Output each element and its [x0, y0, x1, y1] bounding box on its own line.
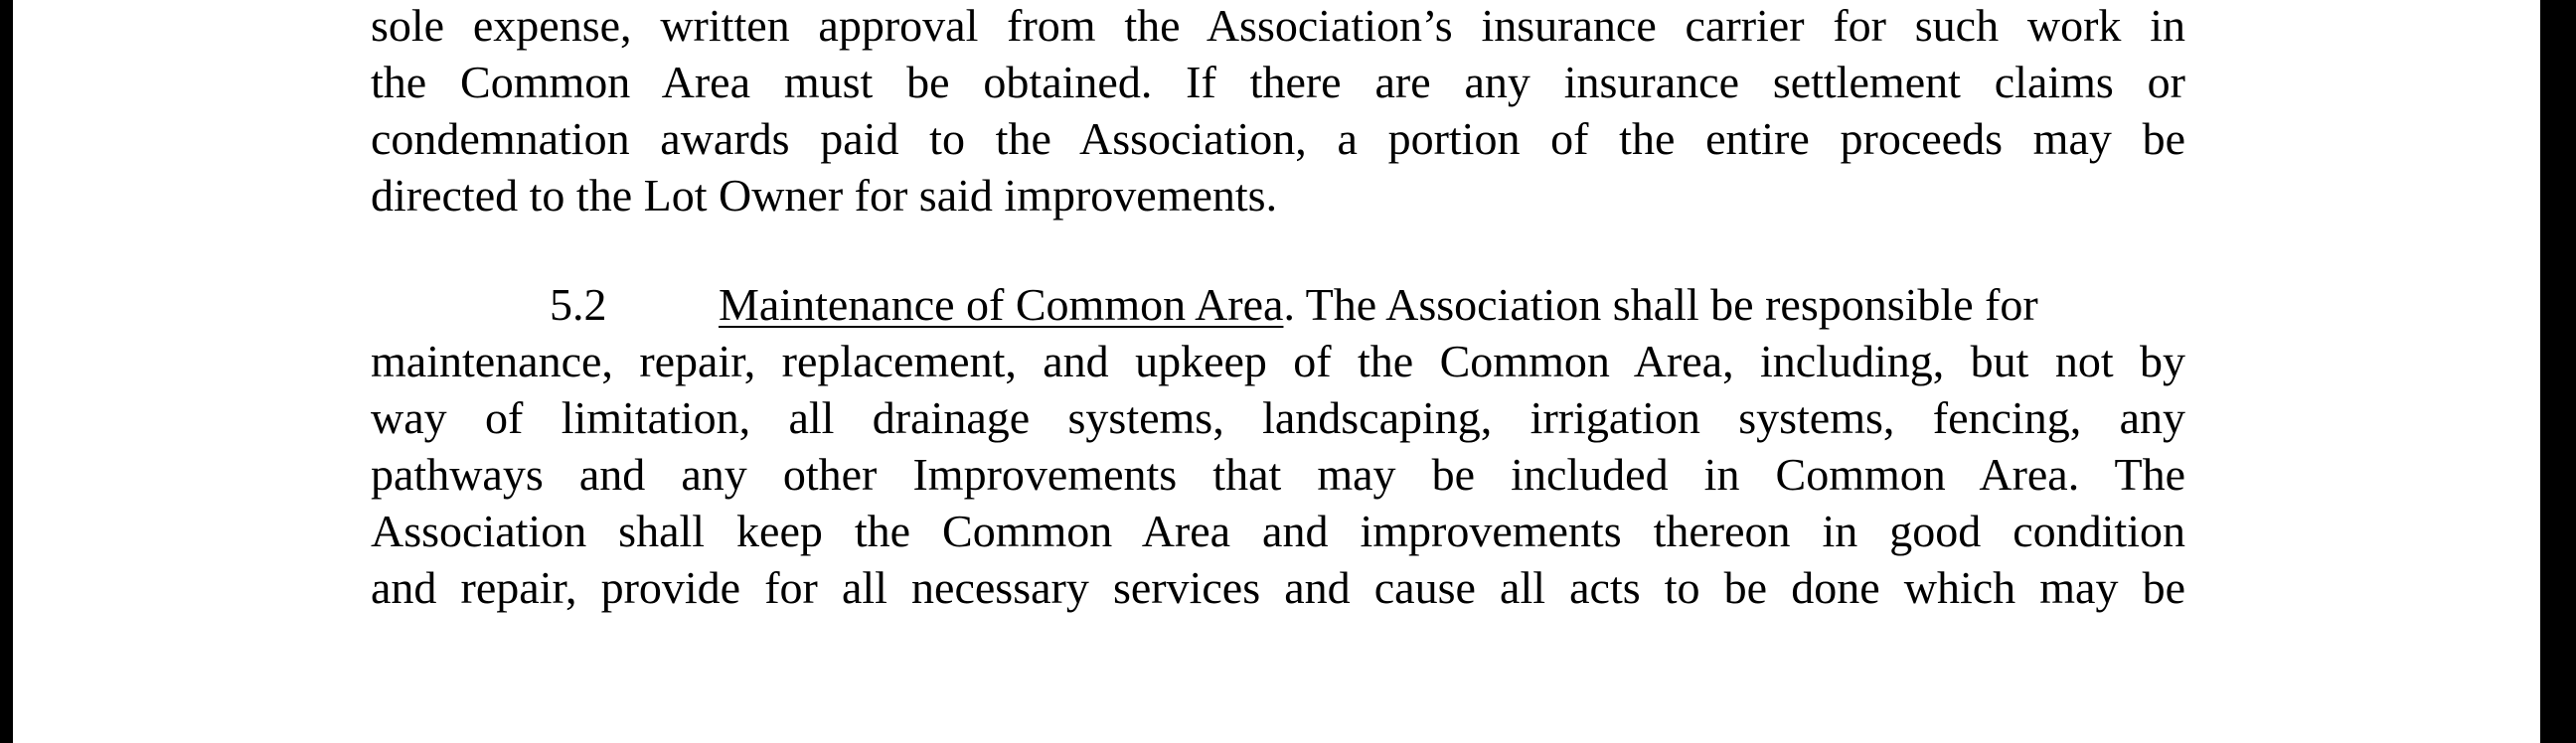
section-number: 5.2	[550, 279, 607, 330]
text-line: the Common Area must be obtained. If there are any insurance settlement claims or	[371, 57, 2185, 107]
text-line: condemnation awards paid to the Association, a portion of the entire proceeds may be	[371, 113, 2185, 164]
section-heading-line	[371, 276, 2185, 333]
section-heading-continuation: . The Association shall be responsible for	[1283, 279, 2038, 330]
document-page	[13, 0, 2540, 743]
text-line: maintenance, repair, replacement, and upkeep of the Common Area, including, but not by	[371, 336, 2185, 386]
paragraph-insurance-approval	[371, 0, 2185, 223]
text-line: sole expense, written approval from the Association’s insurance carrier for such work in	[371, 0, 2185, 51]
text-line: directed to the Lot Owner for said improvements.	[371, 170, 1278, 221]
text-line: pathways and any other Improvements that may be included in Common Area. The	[371, 449, 2185, 500]
text-line: way of limitation, all drainage systems, landscaping, irrigation systems, fencing, any	[371, 392, 2185, 443]
text-line: Association shall keep the Common Area and improvements thereon in good condition	[371, 506, 2185, 556]
section-5-2	[371, 276, 2185, 616]
text-line: and repair, provide for all necessary services and cause all acts to be done which may be	[371, 562, 2185, 613]
section-heading: Maintenance of Common Area	[719, 279, 1284, 330]
